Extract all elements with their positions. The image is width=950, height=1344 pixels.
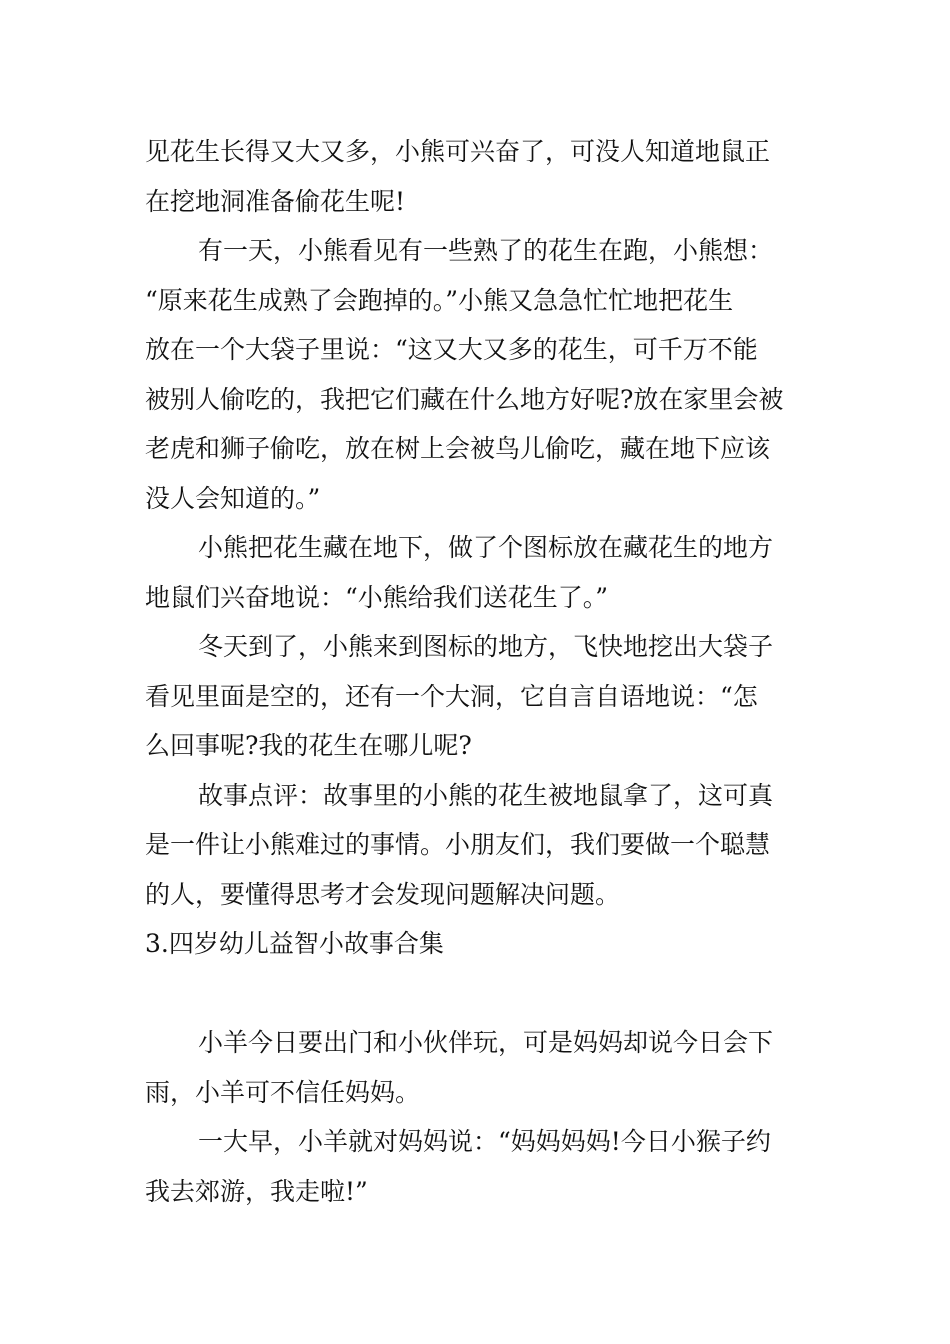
text-line-14: 故事点评：故事里的小熊的花生被地鼠拿了，这可真 [198, 780, 774, 810]
text-line-11: 冬天到了，小熊来到图标的地方，飞快地挖出大袋子 [198, 632, 774, 661]
section-line-1: 小羊今日要出门和小伙伴玩，可是妈妈却说今日会下 [198, 1028, 774, 1057]
blank-line [145, 969, 810, 1019]
section-line-4: 我去郊游，我走啦!” [145, 1176, 368, 1206]
section-heading: 3.四岁幼儿益智小故事合集 [145, 929, 444, 958]
text-line-5: 放在一个大袋子里说：“这又大又多的花生，可千万不能 [145, 335, 758, 364]
text-line-8: 没人会知道的。” [145, 483, 321, 513]
text-line-9: 小熊把花生藏在地下，做了个图标放在藏花生的地方 [198, 533, 774, 562]
text-line-1: 见花生长得又大又多，小熊可兴奋了，可没人知道地鼠正 [145, 137, 771, 166]
text-line-3: 有一天，小熊看见有一些熟了的花生在跑，小熊想： [198, 236, 774, 265]
text-line-15: 是一件让小熊难过的事情。小朋友们，我们要做一个聪慧 [145, 830, 771, 859]
text-line-12: 看见里面是空的，还有一个大洞，它自言自语地说：“怎 [145, 681, 758, 711]
section-line-2: 雨，小羊可不信任妈妈。 [145, 1077, 421, 1107]
document-page [145, 127, 810, 1216]
text-line-4: “原来花生成熟了会跑掉的。”小熊又急急忙忙地把花生 [145, 285, 734, 315]
text-line-2: 在挖地洞准备偷花生呢! [145, 186, 406, 216]
text-line-10: 地鼠们兴奋地说：“小熊给我们送花生了。” [145, 582, 609, 612]
text-line-13: 么回事呢?我的花生在哪儿呢? [145, 731, 472, 760]
text-line-6: 被别人偷吃的，我把它们藏在什么地方好呢?放在家里会被 [145, 384, 784, 414]
text-line-7: 老虎和狮子偷吃，放在树上会被鸟儿偷吃，藏在地下应该 [145, 434, 771, 463]
text-line-16: 的人，要懂得思考才会发现问题解决问题。 [145, 879, 621, 909]
section-line-3: 一大早，小羊就对妈妈说：“妈妈妈妈!今日小猴子约 [198, 1127, 771, 1156]
